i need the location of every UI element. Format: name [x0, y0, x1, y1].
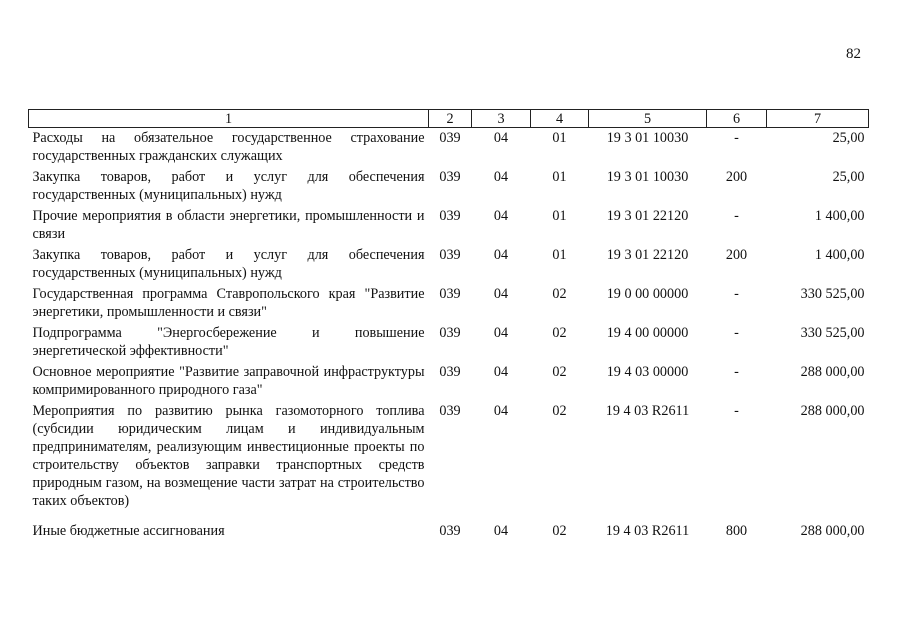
- table-row: [29, 245, 869, 284]
- row-name: Подпрограмма "Энергосбережение и повышение энергетической эффективности": [32, 325, 425, 359]
- row-name: Закупка товаров, работ и услуг для обеспечения государственных (муниципальных) нужд: [32, 247, 425, 281]
- row-name: Закупка товаров, работ и услуг для обеспечения государственных (муниципальных) нужд: [32, 169, 425, 203]
- header-col-4: 4: [531, 110, 589, 128]
- table-row: [29, 323, 869, 362]
- header-col-3: 3: [472, 110, 531, 128]
- row-col-7: 330 525,00: [800, 286, 865, 302]
- budget-table: [28, 109, 869, 542]
- row-col-2: 039: [439, 364, 461, 380]
- row-name: Расходы на обязательное государственное страхование государственных гражданских служащих: [32, 130, 425, 164]
- table-header: [29, 110, 869, 128]
- row-col-2: 039: [439, 286, 461, 302]
- row-col-3: 04: [493, 169, 509, 185]
- row-col-7: 1 400,00: [814, 247, 865, 263]
- row-col-2: 039: [439, 247, 461, 263]
- row-col-4: 01: [552, 208, 567, 224]
- table-row: [29, 167, 869, 206]
- row-col-5: 19 3 01 10030: [606, 130, 689, 146]
- row-col-5: 19 3 01 22120: [606, 208, 689, 224]
- row-col-3: 04: [493, 325, 509, 341]
- row-col-7: 25,00: [832, 130, 865, 146]
- row-col-2: 039: [439, 130, 461, 146]
- row-col-2: 039: [439, 403, 461, 419]
- row-col-2: 039: [439, 325, 461, 341]
- header-col-6: 6: [707, 110, 767, 128]
- row-col-6: -: [734, 286, 739, 302]
- row-col-4: 02: [552, 403, 567, 419]
- row-col-4: 02: [552, 286, 567, 302]
- row-col-6: 200: [725, 169, 748, 185]
- row-col-3: 04: [493, 130, 509, 146]
- row-col-6: -: [734, 403, 739, 419]
- row-col-7: 288 000,00: [800, 364, 865, 380]
- row-col-6: 200: [725, 247, 748, 263]
- row-col-7: 1 400,00: [814, 208, 865, 224]
- row-col-4: 02: [552, 523, 567, 539]
- row-col-5: 19 4 03 R2611: [605, 523, 690, 539]
- table-row: [29, 206, 869, 245]
- table-row: [29, 512, 869, 542]
- row-col-6: -: [734, 130, 739, 146]
- row-col-6: -: [734, 325, 739, 341]
- row-col-4: 02: [552, 325, 567, 341]
- table-row: [29, 362, 869, 401]
- row-col-3: 04: [493, 286, 509, 302]
- row-col-4: 01: [552, 169, 567, 185]
- row-col-2: 039: [439, 169, 461, 185]
- table-row: [29, 128, 869, 168]
- row-name: Иные бюджетные ассигнования: [32, 523, 225, 539]
- row-col-5: 19 3 01 10030: [606, 169, 689, 185]
- row-col-2: 039: [439, 208, 461, 224]
- row-col-5: 19 4 03 R2611: [605, 403, 690, 419]
- row-col-7: 25,00: [832, 169, 865, 185]
- row-col-6: 800: [725, 523, 748, 539]
- row-col-7: 288 000,00: [800, 523, 865, 539]
- row-col-3: 04: [493, 247, 509, 263]
- row-col-7: 288 000,00: [800, 403, 865, 419]
- row-name: Мероприятия по развитию рынка газомоторного топлива (субсидии юридическим лицам и индивидуальным предпринимателям, реализующим инвестиционные проекты по строительству объектов заправки транспортных средств природным газом, на возмещение части затрат на строительство таких объектов): [32, 403, 425, 509]
- row-col-3: 04: [493, 208, 509, 224]
- row-col-4: 01: [552, 247, 567, 263]
- header-col-1: 1: [29, 110, 429, 128]
- row-name: Прочие мероприятия в области энергетики, промышленности и связи: [32, 208, 425, 242]
- row-col-6: -: [734, 208, 739, 224]
- page-number: 82: [846, 46, 861, 62]
- row-col-4: 01: [552, 130, 567, 146]
- row-col-3: 04: [493, 364, 509, 380]
- row-col-5: 19 4 03 00000: [606, 364, 689, 380]
- table-row: [29, 284, 869, 323]
- row-col-6: -: [734, 364, 739, 380]
- row-name: Основное мероприятие "Развитие заправочной инфраструктуры компримированного природного газа": [32, 364, 425, 398]
- header-col-7: 7: [767, 110, 869, 128]
- row-col-5: 19 0 00 00000: [606, 286, 689, 302]
- header-col-2: 2: [429, 110, 472, 128]
- table-row: [29, 401, 869, 512]
- row-col-2: 039: [439, 523, 461, 539]
- header-col-5: 5: [589, 110, 707, 128]
- row-col-3: 04: [493, 523, 509, 539]
- row-col-5: 19 3 01 22120: [606, 247, 689, 263]
- row-col-4: 02: [552, 364, 567, 380]
- row-col-5: 19 4 00 00000: [606, 325, 689, 341]
- row-col-7: 330 525,00: [800, 325, 865, 341]
- row-col-3: 04: [493, 403, 509, 419]
- row-name: Государственная программа Ставропольского края "Развитие энергетики, промышленности и связи": [32, 286, 425, 320]
